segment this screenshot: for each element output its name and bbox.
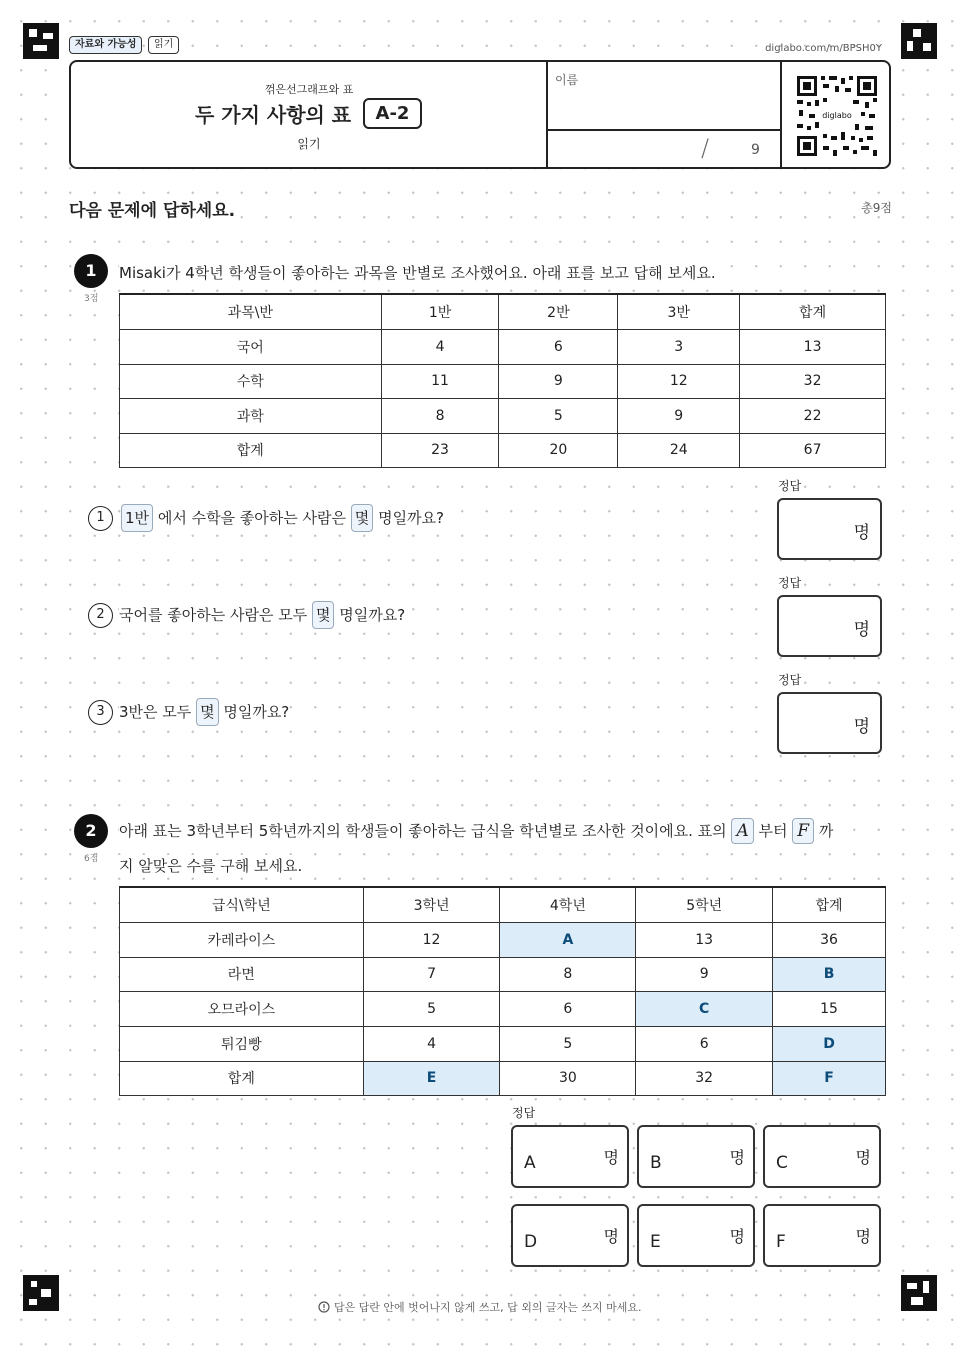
table-cell: 4 [381, 329, 499, 364]
unit-label: 명 [855, 1148, 871, 1167]
table-cell: 22 [740, 398, 886, 433]
question-text [119, 818, 833, 844]
table-cell: 15 [773, 991, 886, 1026]
table-cell: 12 [363, 922, 500, 957]
answer-box-a[interactable] [511, 1125, 629, 1188]
score-total: 9 [751, 142, 760, 158]
variable-a: A [731, 818, 753, 844]
sub-question-part: 명일까요? [339, 606, 406, 624]
subject-table [119, 293, 886, 468]
unit-label: 명 [729, 1227, 745, 1246]
table-cell: 24 [618, 433, 740, 467]
answer-letter: C [776, 1153, 788, 1173]
instruction-heading: 다음 문제에 답하세요. [69, 196, 235, 221]
header-divider [546, 129, 782, 131]
worksheet-url[interactable]: diglabo.com/m/BPSH0Y [765, 43, 882, 54]
answer-box-d[interactable] [511, 1204, 629, 1267]
table-header-cell: 합계 [773, 887, 886, 922]
question-text-continued: 지 알맞은 수를 구해 보세요. [119, 857, 303, 875]
table-cell: 오므라이스 [120, 991, 364, 1026]
unit-label: 명 [603, 1227, 619, 1246]
table-cell: 튀김빵 [120, 1026, 364, 1061]
table-header-cell: 합계 [740, 294, 886, 329]
table-row [120, 1061, 886, 1095]
sub-question-number: 2 [88, 603, 113, 628]
answer-label: 정답 [778, 576, 802, 590]
table-row [120, 364, 886, 398]
header-divider [780, 62, 782, 167]
unit-label: 명 [603, 1148, 619, 1167]
table-cell: 과학 [120, 398, 382, 433]
question-text-part: 까 [818, 822, 834, 840]
table-cell: 5 [499, 398, 618, 433]
table-header-cell: 5학년 [636, 887, 773, 922]
total-points: 총9점 [861, 201, 892, 215]
table-cell-blank: C [636, 991, 773, 1026]
table-cell: 13 [740, 329, 886, 364]
table-cell: 9 [636, 957, 773, 991]
table-header-cell: 4학년 [500, 887, 636, 922]
unit-label: 명 [853, 523, 870, 543]
answer-box-e[interactable] [637, 1204, 755, 1267]
sub-question-number: 1 [88, 506, 113, 531]
sub-question-part: 명일까요? [223, 703, 290, 721]
corner-marker-top-right [901, 23, 937, 59]
table-cell: 32 [636, 1061, 773, 1095]
table-cell: 11 [381, 364, 499, 398]
table-cell: 수학 [120, 364, 382, 398]
answer-box-b[interactable] [637, 1125, 755, 1188]
footer-note [0, 1299, 960, 1315]
table-row [120, 1026, 886, 1061]
table-cell: 8 [381, 398, 499, 433]
table-cell-blank: E [363, 1061, 500, 1095]
table-cell: 7 [363, 957, 500, 991]
score-slash: / [701, 134, 710, 162]
table-cell: 8 [500, 957, 636, 991]
level-badge: A-2 [363, 98, 422, 129]
table-cell: 9 [618, 398, 740, 433]
table-header-row [120, 887, 886, 922]
skill-tag: 읽기 [148, 36, 179, 54]
table-cell: 36 [773, 922, 886, 957]
table-header-cell: 3학년 [363, 887, 500, 922]
unit-label: 명 [729, 1148, 745, 1167]
table-cell: 13 [636, 922, 773, 957]
sub-question-number: 3 [88, 700, 113, 725]
table-row [120, 398, 886, 433]
answer-box-2[interactable] [777, 595, 882, 657]
answer-box-3[interactable] [777, 692, 882, 754]
table-cell: 32 [740, 364, 886, 398]
answer-letter: D [524, 1232, 538, 1252]
answer-letter: F [776, 1232, 786, 1252]
unit-label: 명 [855, 1227, 871, 1246]
table-row [120, 329, 886, 364]
qr-label: diglabo [822, 111, 852, 120]
table-header-row [120, 294, 886, 329]
table-header-cell: 급식\학년 [120, 887, 364, 922]
answer-letter: B [650, 1153, 662, 1173]
info-icon [318, 1301, 330, 1313]
table-cell: 라면 [120, 957, 364, 991]
table-row [120, 922, 886, 957]
question-number-2: 2 [74, 814, 108, 848]
question-points: 3점 [84, 294, 99, 304]
sub-question-part: 명일까요? [378, 509, 444, 527]
variable-f: F [792, 818, 814, 844]
table-cell-blank: D [773, 1026, 886, 1061]
sub-question-part: 국어를 좋아하는 사람은 모두 [119, 606, 308, 624]
table-header-cell: 과목\반 [120, 294, 382, 329]
table-cell: 20 [499, 433, 618, 467]
sub-question-part: 3반은 모두 [119, 703, 192, 721]
question-text-part: 아래 표는 3학년부터 5학년까지의 학생들이 좋아하는 급식을 학년별로 조사한 것이에요. 표의 [119, 822, 727, 840]
answer-label: 정답 [512, 1106, 536, 1120]
table-cell: 4 [363, 1026, 500, 1061]
table-cell: 23 [381, 433, 499, 467]
question-number-1: 1 [74, 254, 108, 288]
sub-question-text [119, 697, 289, 727]
table-cell-blank: B [773, 957, 886, 991]
sub-question-text [119, 600, 405, 630]
sub-question-part: 에서 수학을 좋아하는 사람은 [157, 509, 347, 527]
table-row [120, 433, 886, 467]
worksheet-category: 읽기 [297, 137, 321, 151]
table-cell: 합계 [120, 1061, 364, 1095]
table-cell: 합계 [120, 433, 382, 467]
table-cell: 6 [500, 991, 636, 1026]
question-points: 6점 [84, 854, 99, 864]
lunch-table [119, 886, 886, 1096]
subject-tag: 자료와 가능성 [69, 36, 142, 54]
table-cell: 국어 [120, 329, 382, 364]
worksheet-title: 두 가지 사항의 표 [195, 103, 352, 127]
corner-marker-top-left [23, 23, 59, 59]
answer-letter: A [524, 1153, 536, 1173]
keyword-how-many: 몇 [351, 504, 374, 532]
table-cell: 30 [500, 1061, 636, 1095]
table-cell-blank: F [773, 1061, 886, 1095]
table-cell: 67 [740, 433, 886, 467]
keyword-class: 1반 [121, 504, 153, 532]
footer-text: 답은 답란 안에 벗어나지 않게 쓰고, 답 외의 글자는 쓰지 마세요. [333, 1301, 642, 1314]
answer-label: 정답 [778, 479, 802, 493]
table-cell: 6 [499, 329, 618, 364]
name-field-label: 이름 [555, 73, 579, 87]
unit-label: 명 [853, 620, 870, 640]
header-divider [546, 62, 548, 167]
worksheet-header [69, 60, 891, 169]
table-cell: 9 [499, 364, 618, 398]
table-cell: 5 [500, 1026, 636, 1061]
keyword-how-many: 몇 [196, 698, 219, 726]
answer-box-1[interactable] [777, 498, 882, 560]
table-cell: 카레라이스 [120, 922, 364, 957]
table-cell: 6 [636, 1026, 773, 1061]
answer-label: 정답 [778, 673, 802, 687]
question-text: Misaki가 4학년 학생들이 좋아하는 과목을 반별로 조사했어요. 아래 표를 보고 답해 보세요. [119, 264, 716, 282]
sub-question-text [121, 503, 444, 533]
table-header-cell: 3반 [618, 294, 740, 329]
answer-box-f[interactable] [763, 1204, 881, 1267]
answer-letter: E [650, 1232, 661, 1252]
question-text-part: 부터 [758, 822, 788, 840]
keyword-how-many: 몇 [312, 601, 335, 629]
table-header-cell: 2반 [499, 294, 618, 329]
table-header-cell: 1반 [381, 294, 499, 329]
table-cell: 3 [618, 329, 740, 364]
answer-box-c[interactable] [763, 1125, 881, 1188]
table-row [120, 957, 886, 991]
table-row [120, 991, 886, 1026]
table-cell: 12 [618, 364, 740, 398]
table-cell-blank: A [500, 922, 636, 957]
unit-subtitle: 꺾은선그래프와 표 [264, 83, 354, 96]
qr-code-icon[interactable] [795, 74, 879, 158]
table-cell: 5 [363, 991, 500, 1026]
unit-label: 명 [853, 717, 870, 737]
